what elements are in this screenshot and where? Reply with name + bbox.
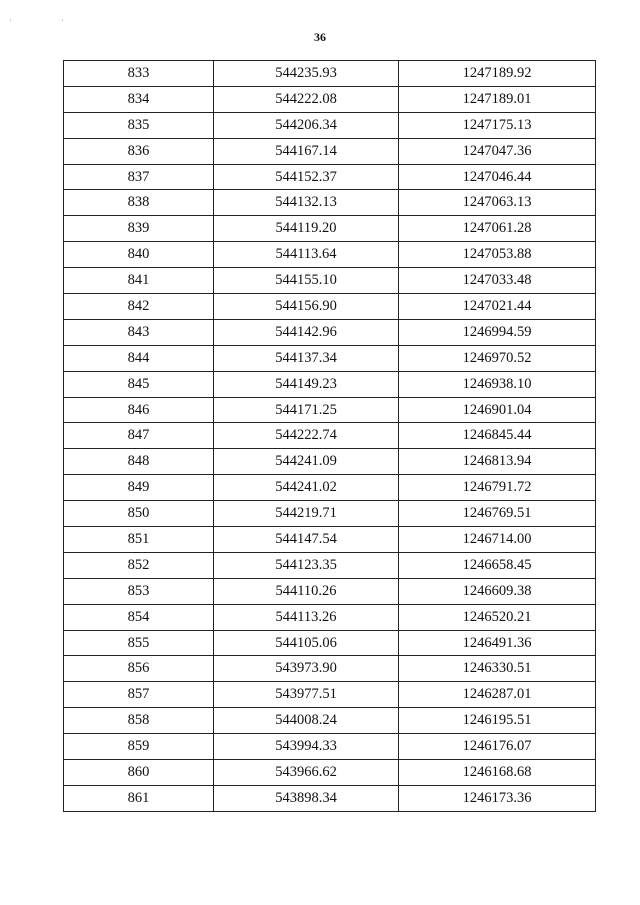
point-number-cell: 839 bbox=[64, 216, 214, 242]
x-coordinate-cell: 544142.96 bbox=[214, 319, 399, 345]
x-coordinate-cell: 544241.09 bbox=[214, 449, 399, 475]
x-coordinate-cell: 544222.08 bbox=[214, 86, 399, 112]
page-number: 36 bbox=[314, 30, 326, 44]
table-row bbox=[64, 345, 596, 371]
y-coordinate-cell: 1246845.44 bbox=[399, 423, 596, 449]
y-coordinate-cell: 1246658.45 bbox=[399, 552, 596, 578]
y-coordinate-cell: 1246714.00 bbox=[399, 527, 596, 553]
y-coordinate-cell: 1246769.51 bbox=[399, 501, 596, 527]
x-coordinate-cell: 544235.93 bbox=[214, 61, 399, 87]
y-coordinate-cell: 1247061.28 bbox=[399, 216, 596, 242]
y-coordinate-cell: 1246994.59 bbox=[399, 319, 596, 345]
point-number-cell: 837 bbox=[64, 164, 214, 190]
x-coordinate-cell: 544241.02 bbox=[214, 475, 399, 501]
point-number-cell: 846 bbox=[64, 397, 214, 423]
point-number-cell: 848 bbox=[64, 449, 214, 475]
point-number-cell: 840 bbox=[64, 242, 214, 268]
table-row bbox=[64, 760, 596, 786]
x-coordinate-cell: 544110.26 bbox=[214, 578, 399, 604]
table-row bbox=[64, 61, 596, 87]
table-row bbox=[64, 242, 596, 268]
y-coordinate-cell: 1246195.51 bbox=[399, 708, 596, 734]
table-row bbox=[64, 656, 596, 682]
point-number-cell: 835 bbox=[64, 112, 214, 138]
y-coordinate-cell: 1247033.48 bbox=[399, 268, 596, 294]
y-coordinate-cell: 1246287.01 bbox=[399, 682, 596, 708]
x-coordinate-cell: 544167.14 bbox=[214, 138, 399, 164]
y-coordinate-cell: 1247021.44 bbox=[399, 294, 596, 320]
x-coordinate-cell: 544156.90 bbox=[214, 294, 399, 320]
point-number-cell: 833 bbox=[64, 61, 214, 87]
point-number-cell: 860 bbox=[64, 760, 214, 786]
table-row bbox=[64, 449, 596, 475]
point-number-cell: 844 bbox=[64, 345, 214, 371]
x-coordinate-cell: 544132.13 bbox=[214, 190, 399, 216]
y-coordinate-cell: 1247046.44 bbox=[399, 164, 596, 190]
x-coordinate-cell: 544152.37 bbox=[214, 164, 399, 190]
table-row bbox=[64, 604, 596, 630]
y-coordinate-cell: 1246609.38 bbox=[399, 578, 596, 604]
y-coordinate-cell: 1247189.01 bbox=[399, 86, 596, 112]
y-coordinate-cell: 1246168.68 bbox=[399, 760, 596, 786]
point-number-cell: 836 bbox=[64, 138, 214, 164]
table-row bbox=[64, 630, 596, 656]
x-coordinate-cell: 544105.06 bbox=[214, 630, 399, 656]
y-coordinate-cell: 1246938.10 bbox=[399, 371, 596, 397]
table-row bbox=[64, 552, 596, 578]
y-coordinate-cell: 1246176.07 bbox=[399, 734, 596, 760]
point-number-cell: 843 bbox=[64, 319, 214, 345]
y-coordinate-cell: 1247175.13 bbox=[399, 112, 596, 138]
table-row bbox=[64, 682, 596, 708]
table-row bbox=[64, 190, 596, 216]
point-number-cell: 855 bbox=[64, 630, 214, 656]
y-coordinate-cell: 1246330.51 bbox=[399, 656, 596, 682]
table-row bbox=[64, 294, 596, 320]
table-row bbox=[64, 785, 596, 811]
x-coordinate-cell: 544149.23 bbox=[214, 371, 399, 397]
table-row bbox=[64, 86, 596, 112]
x-coordinate-cell: 543994.33 bbox=[214, 734, 399, 760]
point-number-cell: 847 bbox=[64, 423, 214, 449]
y-coordinate-cell: 1246520.21 bbox=[399, 604, 596, 630]
coordinates-table-container bbox=[63, 60, 595, 812]
point-number-cell: 838 bbox=[64, 190, 214, 216]
point-number-cell: 851 bbox=[64, 527, 214, 553]
point-number-cell: 850 bbox=[64, 501, 214, 527]
point-number-cell: 845 bbox=[64, 371, 214, 397]
y-coordinate-cell: 1246491.36 bbox=[399, 630, 596, 656]
y-coordinate-cell: 1247189.92 bbox=[399, 61, 596, 87]
scan-mark: ' bbox=[10, 18, 12, 27]
y-coordinate-cell: 1246901.04 bbox=[399, 397, 596, 423]
scan-mark: ' bbox=[62, 18, 64, 27]
point-number-cell: 853 bbox=[64, 578, 214, 604]
point-number-cell: 859 bbox=[64, 734, 214, 760]
table-row bbox=[64, 578, 596, 604]
y-coordinate-cell: 1246970.52 bbox=[399, 345, 596, 371]
x-coordinate-cell: 544147.54 bbox=[214, 527, 399, 553]
table-row bbox=[64, 475, 596, 501]
table-row bbox=[64, 734, 596, 760]
coordinates-table bbox=[63, 60, 596, 812]
table-row bbox=[64, 268, 596, 294]
table-row bbox=[64, 216, 596, 242]
x-coordinate-cell: 543898.34 bbox=[214, 785, 399, 811]
point-number-cell: 834 bbox=[64, 86, 214, 112]
table-row bbox=[64, 371, 596, 397]
x-coordinate-cell: 544119.20 bbox=[214, 216, 399, 242]
y-coordinate-cell: 1247047.36 bbox=[399, 138, 596, 164]
point-number-cell: 856 bbox=[64, 656, 214, 682]
table-row bbox=[64, 708, 596, 734]
table-row bbox=[64, 423, 596, 449]
y-coordinate-cell: 1247053.88 bbox=[399, 242, 596, 268]
table-body bbox=[64, 61, 596, 812]
point-number-cell: 852 bbox=[64, 552, 214, 578]
point-number-cell: 858 bbox=[64, 708, 214, 734]
x-coordinate-cell: 544137.34 bbox=[214, 345, 399, 371]
table-row bbox=[64, 501, 596, 527]
x-coordinate-cell: 544222.74 bbox=[214, 423, 399, 449]
x-coordinate-cell: 543977.51 bbox=[214, 682, 399, 708]
point-number-cell: 854 bbox=[64, 604, 214, 630]
y-coordinate-cell: 1246173.36 bbox=[399, 785, 596, 811]
table-row bbox=[64, 319, 596, 345]
table-row bbox=[64, 138, 596, 164]
table-row bbox=[64, 397, 596, 423]
table-row bbox=[64, 112, 596, 138]
point-number-cell: 861 bbox=[64, 785, 214, 811]
point-number-cell: 857 bbox=[64, 682, 214, 708]
x-coordinate-cell: 544219.71 bbox=[214, 501, 399, 527]
table-row bbox=[64, 527, 596, 553]
point-number-cell: 842 bbox=[64, 294, 214, 320]
x-coordinate-cell: 544123.35 bbox=[214, 552, 399, 578]
point-number-cell: 849 bbox=[64, 475, 214, 501]
table-row bbox=[64, 164, 596, 190]
x-coordinate-cell: 544171.25 bbox=[214, 397, 399, 423]
x-coordinate-cell: 544113.26 bbox=[214, 604, 399, 630]
y-coordinate-cell: 1246813.94 bbox=[399, 449, 596, 475]
y-coordinate-cell: 1246791.72 bbox=[399, 475, 596, 501]
x-coordinate-cell: 544008.24 bbox=[214, 708, 399, 734]
x-coordinate-cell: 544113.64 bbox=[214, 242, 399, 268]
x-coordinate-cell: 543973.90 bbox=[214, 656, 399, 682]
point-number-cell: 841 bbox=[64, 268, 214, 294]
x-coordinate-cell: 544206.34 bbox=[214, 112, 399, 138]
y-coordinate-cell: 1247063.13 bbox=[399, 190, 596, 216]
x-coordinate-cell: 544155.10 bbox=[214, 268, 399, 294]
x-coordinate-cell: 543966.62 bbox=[214, 760, 399, 786]
